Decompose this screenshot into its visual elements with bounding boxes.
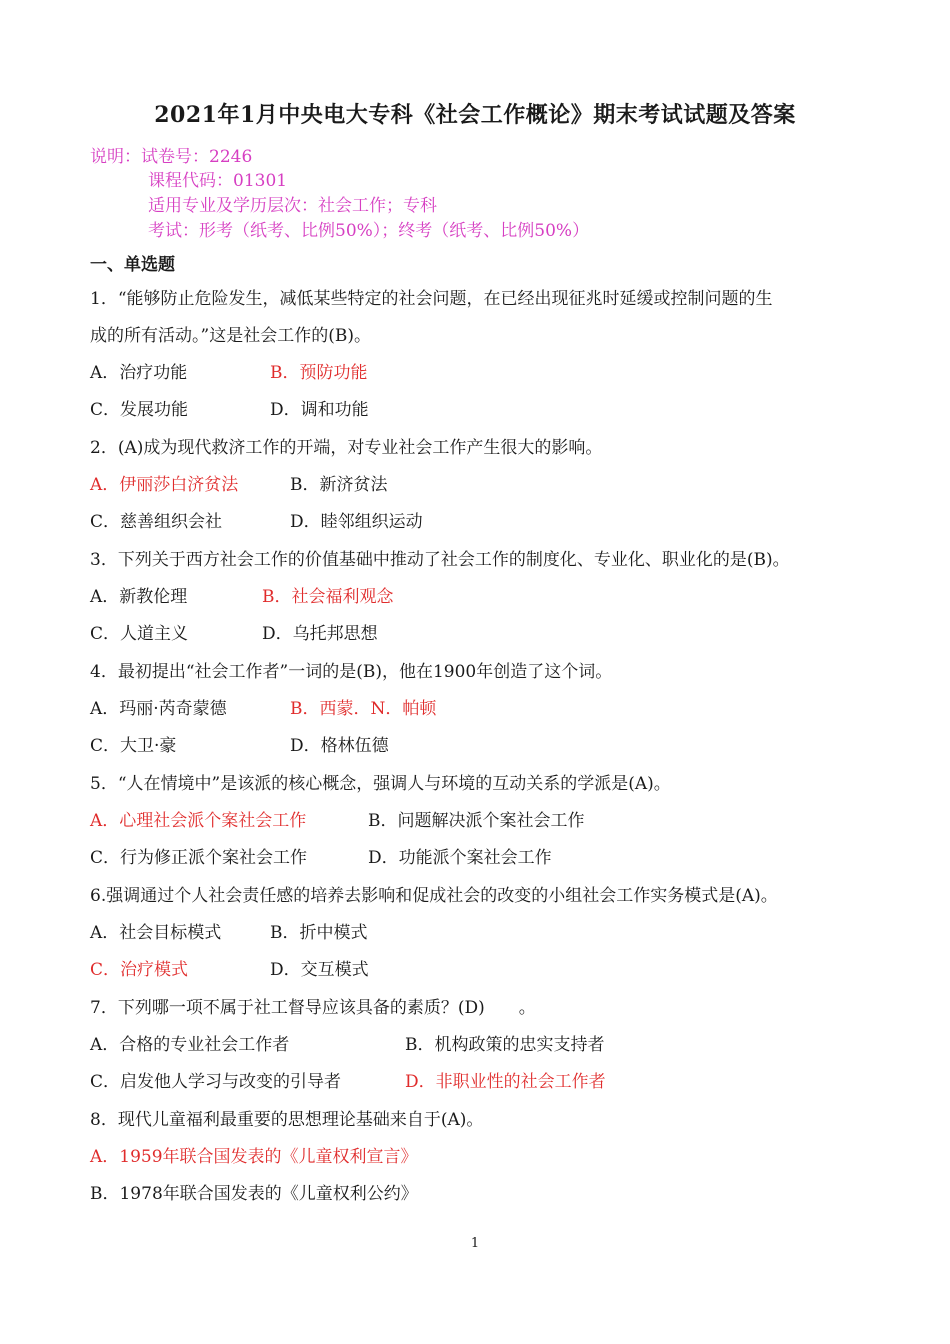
question-4-option-d: D．格林伍德 [290,736,389,756]
question-4-stem: 4．最初提出“社会工作者”一词的是(B)，他在1900年创造了这个词。 [90,662,613,682]
question-6-stem: 6.强调通过个人社会责任感的培养去影响和促成社会的改变的小组社会工作实务模式是(A)。 [90,886,778,906]
note-exam-number: 说明：试卷号：2246 [90,147,253,167]
question-2-option-d: D．睦邻组织运动 [290,512,423,532]
note-major-level: 适用专业及学历层次：社会工作；专科 [148,196,437,216]
question-7-option-b: B．机构政策的忠实支持者 [405,1035,605,1055]
question-5-stem: 5．“人在情境中”是该派的核心概念，强调人与环境的互动关系的学派是(A)。 [90,774,671,794]
question-2-stem: 2．(A)成为现代救济工作的开端，对专业社会工作产生很大的影响。 [90,438,603,458]
question-1-option-d: D．调和功能 [270,400,369,420]
question-2-option-a-answer: A．伊丽莎白济贫法 [90,475,239,495]
question-3-option-b-answer: B．社会福利观念 [262,587,394,607]
question-5-option-d: D．功能派个案社会工作 [368,848,552,868]
question-3-option-c: C．人道主义 [90,624,189,644]
question-6-option-d: D．交互模式 [270,960,369,980]
question-6-option-a: A．社会目标模式 [90,923,222,943]
question-6-option-c-answer: C．治疗模式 [90,960,189,980]
question-8-option-a-answer: A．1959年联合国发表的《儿童权利宣言》 [90,1147,418,1167]
question-4-option-a: A．玛丽·芮奇蒙德 [90,699,227,719]
question-7-option-a: A．合格的专业社会工作者 [90,1035,290,1055]
question-1-option-a: A．治疗功能 [90,363,188,383]
question-5-option-c: C．行为修正派个案社会工作 [90,848,308,868]
question-8-option-b: B．1978年联合国发表的《儿童权利公约》 [90,1184,418,1204]
question-2-option-c: C．慈善组织会社 [90,512,223,532]
question-1-stem-line1: 1．“能够防止危险发生，减低某些特定的社会问题，在已经出现征兆时延缓或控制问题的生 [90,289,773,309]
question-7-stem: 7．下列哪一项不属于社工督导应该具备的素质？(D) 。 [90,998,536,1018]
question-3-option-a: A．新教伦理 [90,587,188,607]
question-1-option-c: C．发展功能 [90,400,189,420]
question-7-option-d-answer: D．非职业性的社会工作者 [405,1072,606,1092]
question-5-option-a-answer: A．心理社会派个案社会工作 [90,811,307,831]
question-1-option-b-answer: B．预防功能 [270,363,368,383]
question-1-stem-line2: 成的所有活动。”这是社会工作的(B)。 [90,326,371,346]
question-8-stem: 8．现代儿童福利最重要的思想理论基础来自于(A)。 [90,1110,484,1130]
question-2-option-b: B．新济贫法 [290,475,388,495]
question-5-option-b: B．问题解决派个案社会工作 [368,811,585,831]
question-4-option-b-answer: B．西蒙．N．帕顿 [290,699,437,719]
page-number: 1 [470,1236,480,1251]
note-exam-format: 考试：形考（纸考、比例50%）；终考（纸考、比例50%） [148,221,590,241]
question-7-option-c: C．启发他人学习与改变的引导者 [90,1072,342,1092]
question-3-stem: 3．下列关于西方社会工作的价值基础中推动了社会工作的制度化、专业化、职业化的是(B)。 [90,550,790,570]
note-course-code: 课程代码：01301 [148,171,288,191]
document-title: 2021年1月中央电大专科《社会工作概论》期末考试试题及答案 [154,102,796,128]
question-6-option-b: B．折中模式 [270,923,368,943]
question-3-option-d: D．乌托邦思想 [262,624,378,644]
question-4-option-c: C．大卫·豪 [90,736,177,756]
section-heading-single-choice: 一、单选题 [90,255,175,275]
